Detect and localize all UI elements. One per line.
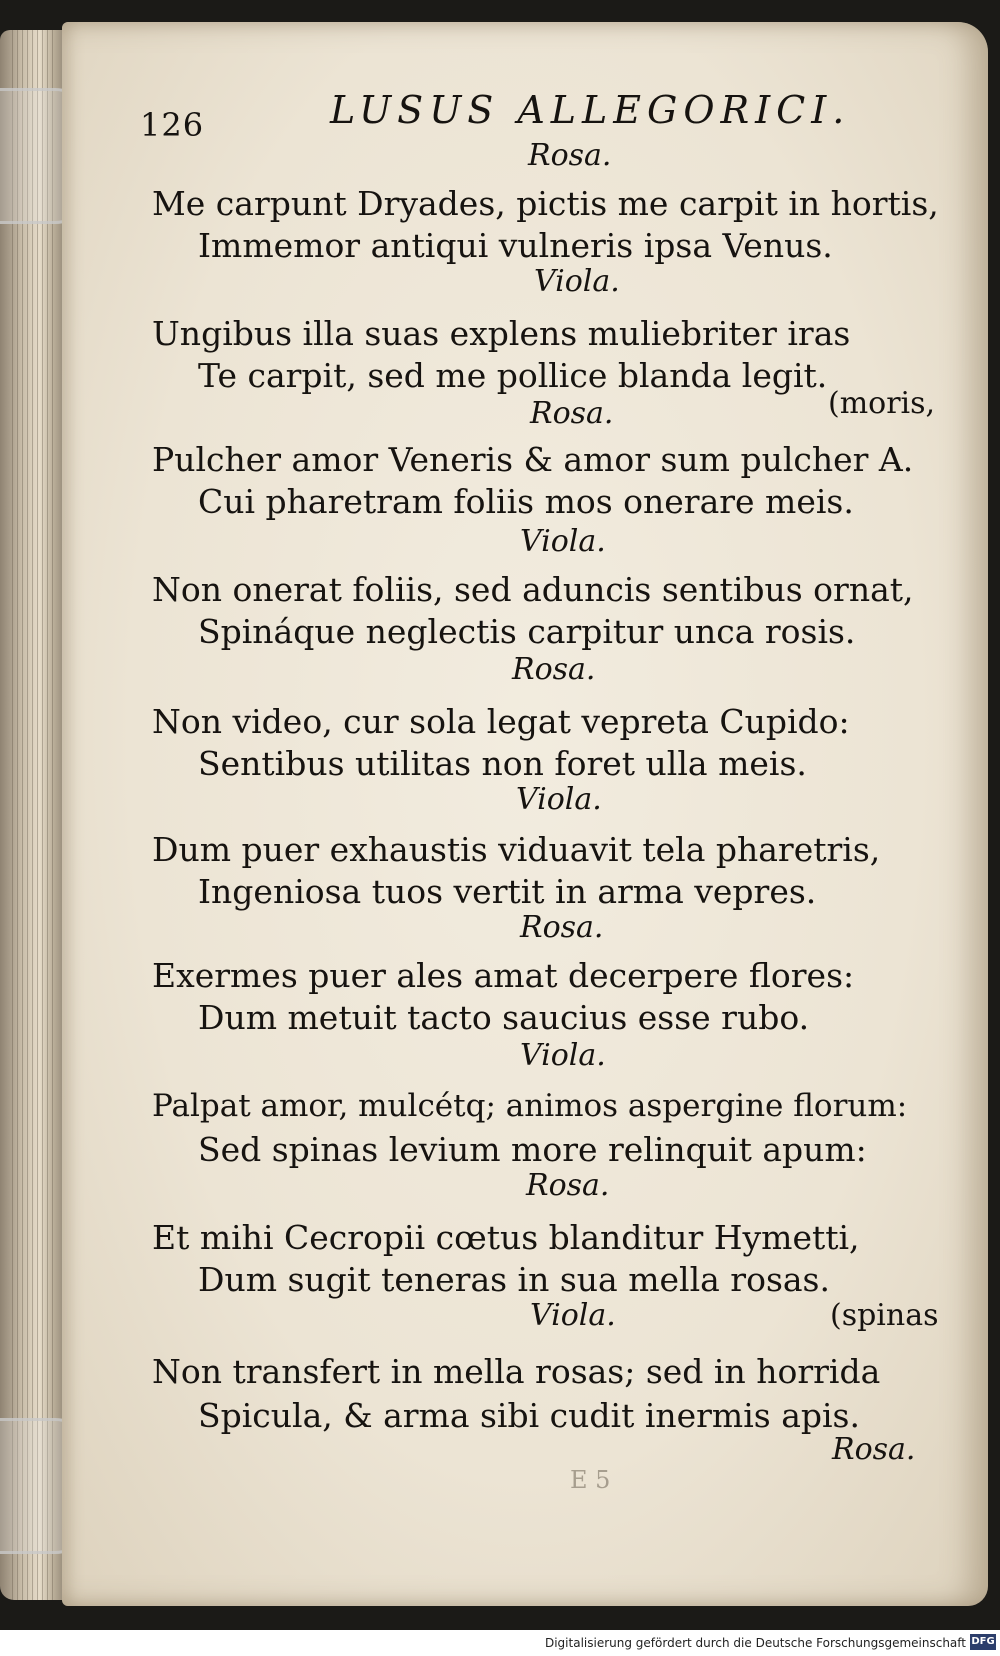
- verse-line: Te carpit, sed me pollice blanda legit.: [198, 356, 828, 395]
- speaker-label: Viola.: [520, 1038, 606, 1073]
- catchword: Rosa.: [832, 1432, 916, 1467]
- carry-over-word: (spinas: [830, 1298, 939, 1333]
- verse-line: Me carpunt Dryades, pictis me carpit in hortis,: [152, 184, 939, 223]
- verse-line: Sentibus utilitas non foret ulla meis.: [198, 744, 807, 783]
- speaker-label: Rosa.: [526, 1168, 610, 1203]
- speaker-label: Rosa.: [530, 396, 614, 431]
- verse-line: Non video, cur sola legat vepreta Cupido:: [152, 702, 850, 741]
- verse-line: Sed spinas levium more relinquit apum:: [198, 1130, 867, 1169]
- verse-line: Dum sugit teneras in sua mella rosas.: [198, 1260, 830, 1299]
- verse-line: Et mihi Cecropii cœtus blanditur Hymetti,: [152, 1218, 860, 1257]
- speaker-label: Viola.: [520, 524, 606, 559]
- carry-over-word: (moris,: [828, 386, 936, 421]
- verse-line: Ungibus illa suas explens muliebriter iras: [152, 314, 851, 353]
- verse-line: Non onerat foliis, sed aduncis sentibus ornat,: [152, 570, 914, 609]
- verse-line: Ingeniosa tuos vertit in arma vepres.: [198, 872, 817, 911]
- verse-line: Cui pharetram foliis mos onerare meis.: [198, 482, 854, 521]
- verse-line: Spináque neglectis carpitur unca rosis.: [198, 612, 856, 651]
- verse-line: Dum puer exhaustis viduavit tela pharetris,: [152, 830, 881, 869]
- speaker-label: Rosa.: [512, 652, 596, 687]
- running-title: LUSUS ALLEGORICI.: [330, 88, 851, 132]
- verse-line: Non transfert in mella rosas; sed in horrida: [152, 1352, 881, 1391]
- verse-line: Exermes puer ales amat decerpere flores:: [152, 956, 855, 995]
- speaker-label: Viola.: [530, 1298, 616, 1333]
- speaker-label: Rosa.: [528, 138, 612, 173]
- speaker-label: Viola.: [534, 264, 620, 299]
- dfg-logo: DFG: [970, 1634, 996, 1650]
- signature-mark: E 5: [570, 1466, 611, 1494]
- speaker-label: Viola.: [516, 782, 602, 817]
- verse-line: Spicula, & arma sibi cudit inermis apis.: [198, 1396, 860, 1435]
- verse-line: Palpat amor, mulcétq; animos aspergine florum:: [152, 1088, 908, 1124]
- page-edge-lines: [12, 30, 54, 1600]
- verse-line: Immemor antiqui vulneris ipsa Venus.: [198, 226, 833, 265]
- page-number: 126: [140, 106, 205, 144]
- speaker-label: Rosa.: [520, 910, 604, 945]
- verse-line: Pulcher amor Veneris & amor sum pulcher A.: [152, 440, 914, 479]
- digitization-credit: Digitalisierung gefördert durch die Deutsche Forschungsgemeinschaft: [544, 1636, 966, 1650]
- verse-line: Dum metuit tacto saucius esse rubo.: [198, 998, 810, 1037]
